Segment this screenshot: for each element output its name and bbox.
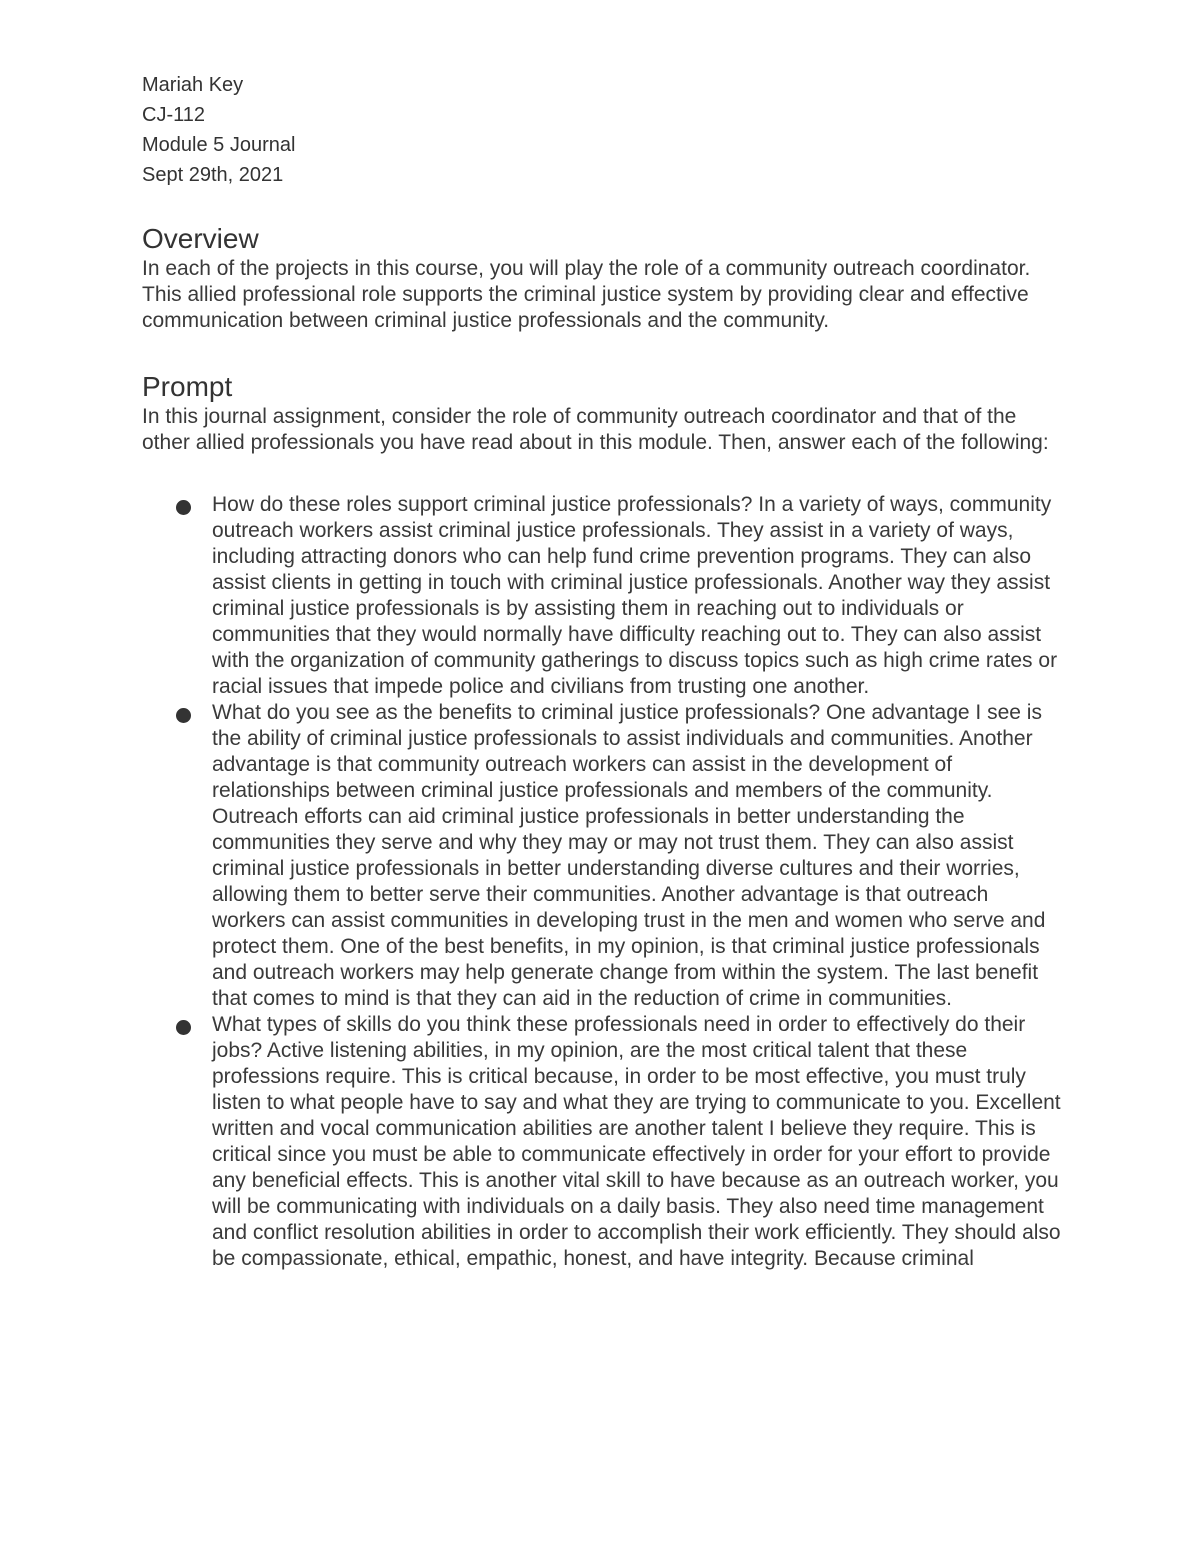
overview-text: In each of the projects in this course, you will play the role of a community outreach coordinator. This allied professional role supports the criminal justice system by providing clear and effective communication between criminal justice professionals and the community. [142,257,1031,332]
document-date: Sept 29th, 2021 [142,164,284,186]
prompt-question-list [142,492,1062,1272]
bullet-icon [176,1020,191,1035]
overview-heading: Overview [142,223,259,254]
document-header [142,70,1062,190]
bullet-icon [176,500,191,515]
prompt-heading: Prompt [142,371,233,402]
author-name: Mariah Key [142,74,244,96]
list-item-text: What do you see as the benefits to criminal justice professionals? One advantage I see is the ability of criminal justice professionals to assist individuals and communities. Another advantage is that community outreach workers can assist in the development of relationships between criminal justice professionals and members of the community. Outreach efforts can aid criminal justice professionals in better understanding the communities they serve and why they may or may not trust them. They can also assist criminal justice professionals in better understanding diverse cultures and their worries, allowing them to better serve their communities. Another advantage is that outreach workers can assist communities in developing trust in the men and women who serve and protect them. One of the best benefits, in my opinion, is that criminal justice professionals and outreach workers may help generate change from within the system. The last benefit that comes to mind is that they can aid in the reduction of crime in communities. [212,701,1046,1010]
bullet-icon [176,708,191,723]
assignment-title: Module 5 Journal [142,134,296,156]
list-item-text: How do these roles support criminal justice professionals? In a variety of ways, community outreach workers assist criminal justice professionals. They assist in a variety of ways, including attracting donors who can help fund crime prevention programs. They can also assist clients in getting in touch with criminal justice professionals. Another way they assist criminal justice professionals is by assisting them in reaching out to individuals or communities that they would normally have difficulty reaching out to. They can also assist with the organization of community gatherings to discuss topics such as high crime rates or racial issues that impede police and civilians from trusting one another. [212,493,1058,698]
course-code: CJ-112 [142,104,205,126]
list-item [142,1012,1062,1272]
document-page [142,70,1062,1272]
list-item [142,492,1062,700]
list-item-text: What types of skills do you think these professionals need in order to effectively do their jobs? Active listening abilities, in my opinion, are the most critical talent that these professions require. This is critical because, in order to be most effective, you must truly listen to what people have to say and what they are trying to communicate to you. Excellent written and vocal communication abilities are another talent I believe they require. This is critical since you must be able to communicate effectively in order for your effort to provide any beneficial effects. This is another vital skill to have because as an outreach worker, you will be communicating with individuals on a daily basis. They also need time management and conflict resolution abilities in order to accomplish their work efficiently. They should also be compassionate, ethical, empathic, honest, and have integrity. Because criminal [212,1013,1061,1270]
list-item [142,700,1062,1012]
prompt-text: In this journal assignment, consider the role of community outreach coordinator and that of the other allied professionals you have read about in this module. Then, answer each of the following: [142,405,1049,454]
